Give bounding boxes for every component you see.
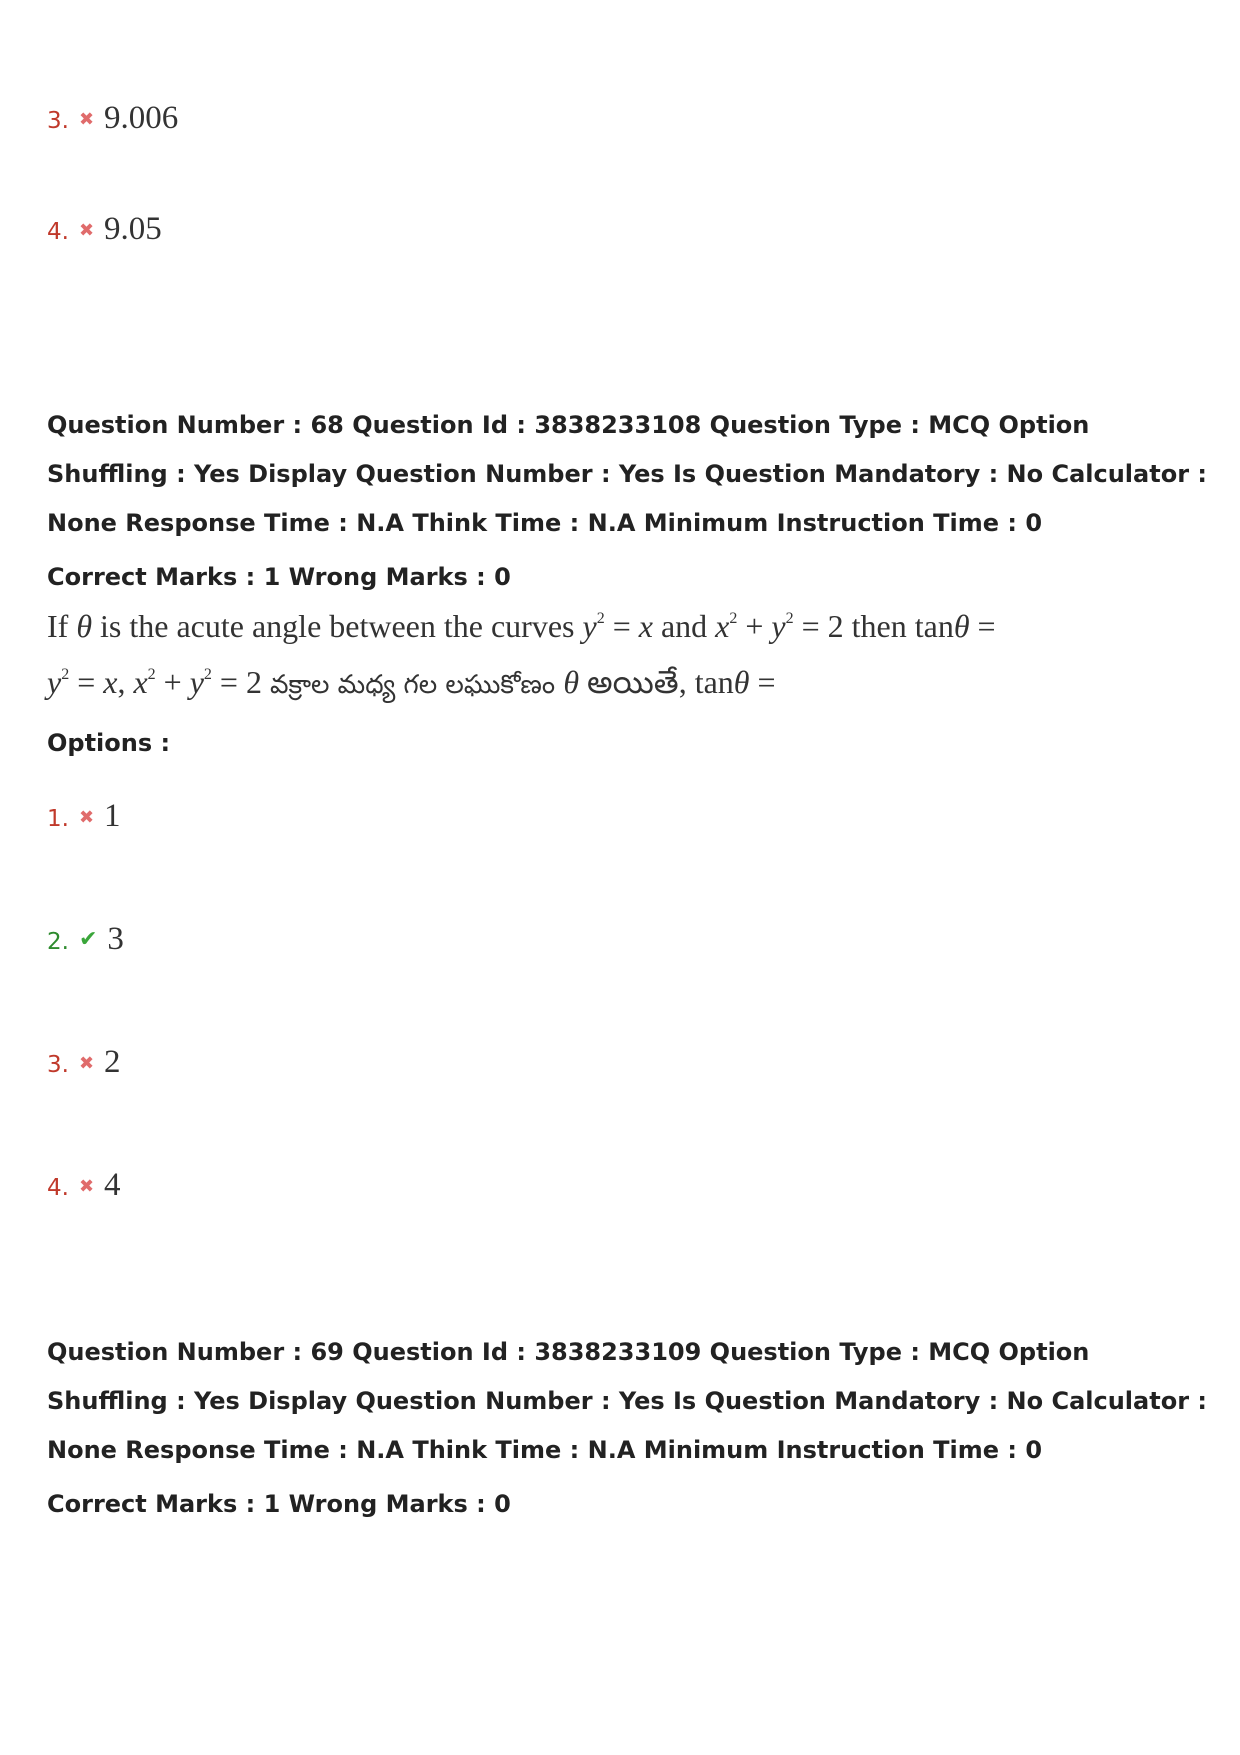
option-value: 9.006 xyxy=(104,100,179,136)
check-icon: ✔ xyxy=(78,927,98,952)
q68-option-2 xyxy=(47,921,124,958)
option-value: 3 xyxy=(107,921,124,957)
question-68-marks: Correct Marks : 1 Wrong Marks : 0 xyxy=(47,563,511,591)
option-number: 4. xyxy=(47,219,69,245)
option-number: 3. xyxy=(47,1052,69,1078)
q68-option-1 xyxy=(47,798,121,835)
cross-icon: ✖ xyxy=(78,1053,95,1074)
q68-option-3 xyxy=(47,1044,121,1081)
option-number: 2. xyxy=(47,929,69,955)
option-value: 1 xyxy=(104,798,121,834)
cross-icon: ✖ xyxy=(78,1176,95,1197)
option-value: 2 xyxy=(104,1044,121,1080)
option-value: 4 xyxy=(104,1167,121,1203)
option-number: 3. xyxy=(47,108,69,134)
question-69-meta: Question Number : 69 Question Id : 3838233109 Question Type : MCQ Option Shuffling : Yes Display Question Number : Yes Is Question Mandatory : No Calculator : None Response Time : N.A Think Time : N.A Minimum Instruction Time : 0 xyxy=(47,1338,1207,1464)
question-68-text-telugu: $y^2 = x$, $x^2 + y^2 = 2$ వక్రాల మధ్య గల లఘుకోణం θ అయితే, tanθ = xyxy=(47,664,776,700)
option-number: 1. xyxy=(47,806,69,832)
cross-icon: ✖ xyxy=(78,109,95,130)
question-68-text-english: If θ is the acute angle between the curves $y^2 = x$ and $x^2 + y^2 = 2$ then tanθ = xyxy=(47,608,996,644)
cross-icon: ✖ xyxy=(78,807,95,828)
q68-option-4 xyxy=(47,1167,121,1204)
prev-option-4 xyxy=(47,211,162,248)
prev-option-3 xyxy=(47,100,178,137)
option-value: 9.05 xyxy=(104,211,162,247)
cross-icon: ✖ xyxy=(78,220,95,241)
question-69-marks: Correct Marks : 1 Wrong Marks : 0 xyxy=(47,1490,511,1518)
question-68-meta: Question Number : 68 Question Id : 3838233108 Question Type : MCQ Option Shuffling : Yes Display Question Number : Yes Is Question Mandatory : No Calculator : None Response Time : N.A Think Time : N.A Minimum Instruction Time : 0 xyxy=(47,411,1207,537)
options-label: Options : xyxy=(47,729,171,757)
option-number: 4. xyxy=(47,1175,69,1201)
